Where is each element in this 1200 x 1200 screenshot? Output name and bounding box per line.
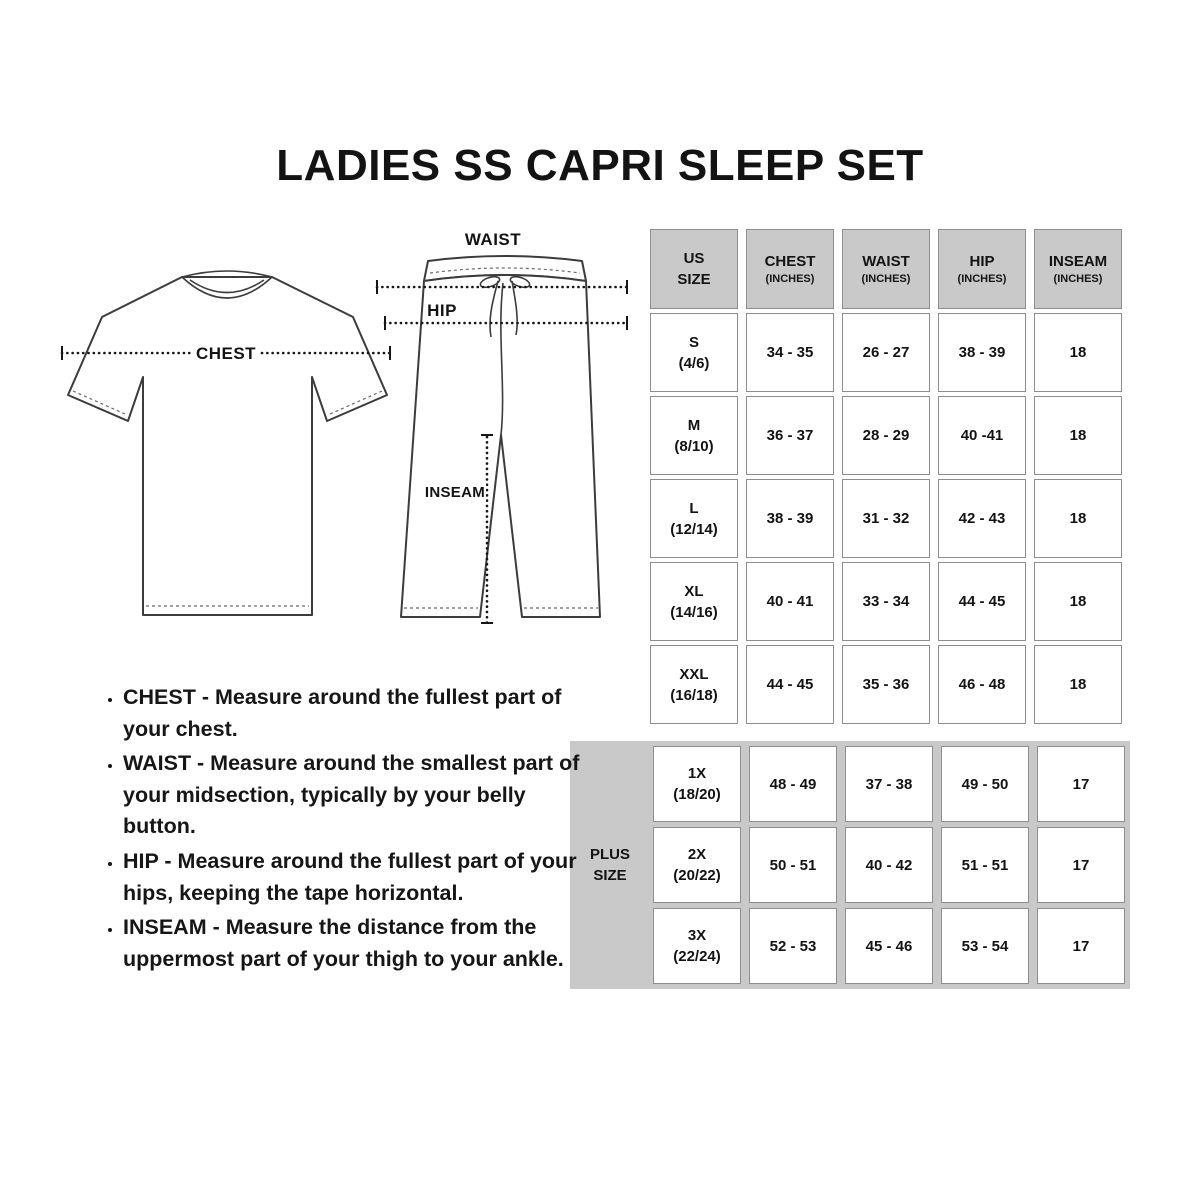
size-cell bbox=[650, 396, 738, 475]
table-cell: 44 - 45 bbox=[938, 562, 1026, 641]
header-sub: (INCHES) bbox=[1053, 272, 1103, 285]
instruction-hip: • HIP - Measure around the fullest part of your hips, keeping the tape horizontal. bbox=[123, 846, 582, 909]
size-cell bbox=[653, 746, 741, 822]
instruction-inseam: • INSEAM - Measure the distance from the uppermost part of your thigh to your ankle. bbox=[123, 912, 582, 975]
hip-label: HIP bbox=[427, 301, 457, 320]
size-range: (4/6) bbox=[678, 354, 710, 372]
inseam-label: INSEAM bbox=[424, 484, 485, 501]
waist-label: WAIST bbox=[464, 230, 522, 249]
header-line: CHEST bbox=[764, 252, 816, 270]
size-range: (18/20) bbox=[673, 786, 721, 803]
table-cell: 51 - 51 bbox=[941, 827, 1029, 903]
table-cell: 42 - 43 bbox=[938, 479, 1026, 558]
header-waist bbox=[842, 229, 930, 309]
instruction-waist: • WAIST - Measure around the smallest part of your midsection, typically by your belly button. bbox=[123, 748, 582, 843]
header-line: SIZE bbox=[677, 271, 711, 288]
header-inseam bbox=[1034, 229, 1122, 309]
size-range: (8/10) bbox=[674, 437, 714, 455]
table-cell: 37 - 38 bbox=[845, 746, 933, 822]
header-sub: (INCHES) bbox=[765, 272, 815, 285]
size-cell bbox=[650, 313, 738, 392]
table-cell: 18 bbox=[1034, 562, 1122, 641]
header-line: US bbox=[683, 250, 705, 267]
plus-label-line: SIZE bbox=[593, 867, 627, 884]
header-line: INSEAM bbox=[1048, 252, 1108, 270]
table-cell: 18 bbox=[1034, 479, 1122, 558]
size-chart-table bbox=[650, 229, 1122, 724]
garment-diagram bbox=[40, 225, 640, 645]
table-cell: 36 - 37 bbox=[746, 396, 834, 475]
instructions-list bbox=[96, 682, 582, 975]
plus-label-line: PLUS bbox=[589, 846, 630, 863]
page-title: LADIES SS CAPRI SLEEP SET bbox=[276, 141, 924, 191]
table-cell: 18 bbox=[1034, 313, 1122, 392]
table-cell: 40 -41 bbox=[938, 396, 1026, 475]
size-code: 2X bbox=[687, 846, 707, 863]
size-code: L bbox=[689, 499, 699, 517]
plus-size-table bbox=[570, 741, 1130, 989]
header-us-size bbox=[650, 229, 738, 309]
table-cell: 49 - 50 bbox=[941, 746, 1029, 822]
size-code: XL bbox=[684, 582, 704, 600]
table-cell: 52 - 53 bbox=[749, 908, 837, 984]
table-cell: 17 bbox=[1037, 827, 1125, 903]
header-chest bbox=[746, 229, 834, 309]
size-range: (20/22) bbox=[673, 867, 721, 884]
chest-label: CHEST bbox=[195, 344, 257, 363]
table-cell: 40 - 42 bbox=[845, 827, 933, 903]
table-cell: 34 - 35 bbox=[746, 313, 834, 392]
table-cell: 31 - 32 bbox=[842, 479, 930, 558]
tshirt-illustration bbox=[68, 271, 387, 615]
instruction-chest: • CHEST - Measure around the fullest part of your chest. bbox=[123, 682, 582, 745]
table-cell: 38 - 39 bbox=[746, 479, 834, 558]
size-code: 3X bbox=[687, 927, 707, 944]
table-cell: 17 bbox=[1037, 746, 1125, 822]
table-cell: 18 bbox=[1034, 396, 1122, 475]
size-code: S bbox=[688, 333, 699, 351]
header-sub: (INCHES) bbox=[861, 272, 911, 285]
size-range: (16/18) bbox=[670, 686, 718, 704]
table-cell: 46 - 48 bbox=[938, 645, 1026, 724]
table-cell: 38 - 39 bbox=[938, 313, 1026, 392]
table-cell: 50 - 51 bbox=[749, 827, 837, 903]
header-line: HIP bbox=[969, 252, 995, 270]
size-code: 1X bbox=[687, 765, 707, 782]
table-cell: 17 bbox=[1037, 908, 1125, 984]
size-cell bbox=[653, 827, 741, 903]
size-cell bbox=[650, 645, 738, 724]
table-cell: 26 - 27 bbox=[842, 313, 930, 392]
table-cell: 18 bbox=[1034, 645, 1122, 724]
size-range: (12/14) bbox=[670, 520, 718, 538]
size-cell bbox=[650, 562, 738, 641]
table-cell: 53 - 54 bbox=[941, 908, 1029, 984]
table-cell: 48 - 49 bbox=[749, 746, 837, 822]
size-range: (22/24) bbox=[673, 948, 721, 965]
plus-size-label bbox=[575, 746, 645, 984]
table-cell: 28 - 29 bbox=[842, 396, 930, 475]
table-cell: 40 - 41 bbox=[746, 562, 834, 641]
size-code: M bbox=[687, 416, 701, 434]
header-line: WAIST bbox=[862, 252, 910, 270]
size-code: XXL bbox=[679, 665, 709, 683]
header-hip bbox=[938, 229, 1026, 309]
table-cell: 44 - 45 bbox=[746, 645, 834, 724]
size-range: (14/16) bbox=[670, 603, 718, 621]
measurement-instructions bbox=[96, 682, 582, 978]
table-cell: 33 - 34 bbox=[842, 562, 930, 641]
size-cell bbox=[653, 908, 741, 984]
header-sub: (INCHES) bbox=[957, 272, 1007, 285]
size-cell bbox=[650, 479, 738, 558]
table-cell: 45 - 46 bbox=[845, 908, 933, 984]
table-cell: 35 - 36 bbox=[842, 645, 930, 724]
